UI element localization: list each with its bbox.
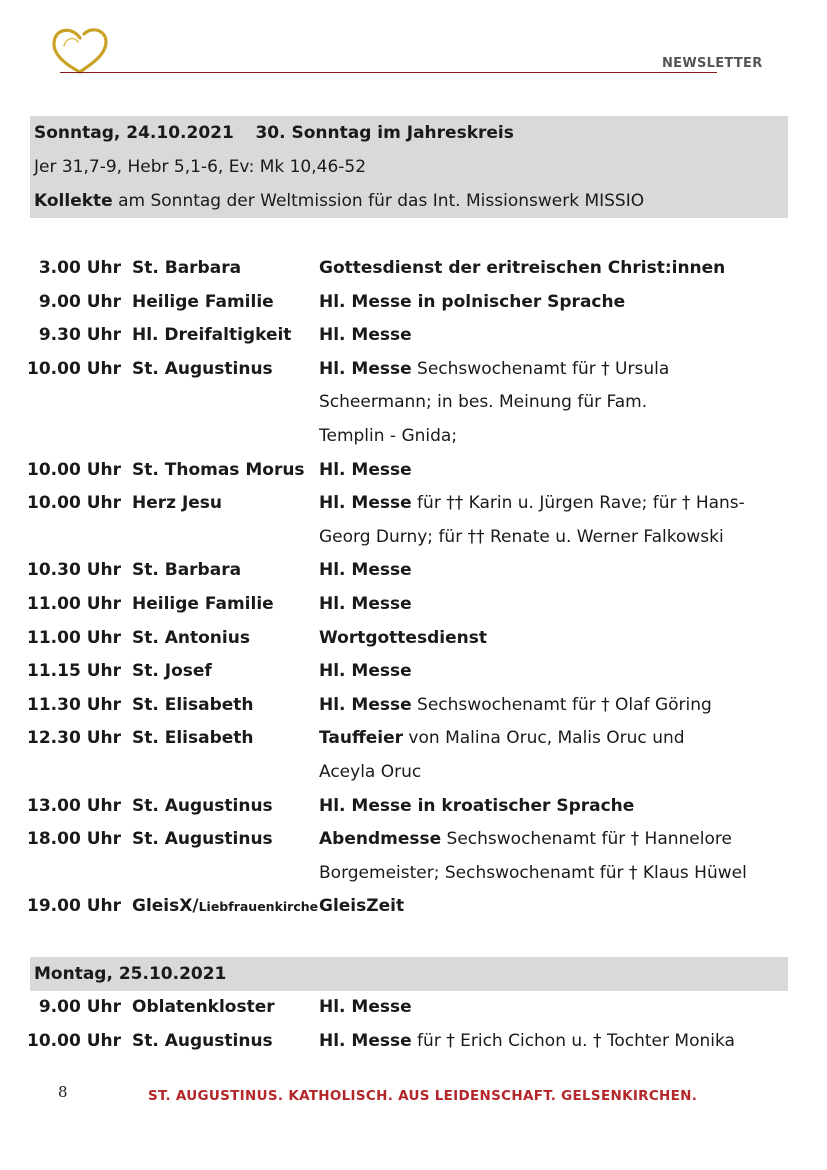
service-note: von Malina Oruc, Malis Oruc und Aceyla Oruc [319, 728, 685, 782]
service-title: Hl. Messe [319, 325, 412, 346]
service-time: 10.00 Uhr [27, 493, 121, 514]
service-description [319, 588, 764, 622]
service-time: 10.00 Uhr [27, 1030, 121, 1051]
service-title: GleisZeit [319, 896, 405, 917]
header-rule [60, 72, 717, 73]
sunday-collection [30, 184, 788, 218]
service-time: 19.00 Uhr [27, 896, 121, 917]
service-time: 11.30 Uhr [27, 694, 121, 715]
service-place: St. Barbara [132, 258, 242, 278]
service-place: Oblatenkloster [132, 997, 275, 1017]
service-place: St. Augustinus [132, 1030, 273, 1051]
service-note: Sechswochenamt für † Ursula Scheermann; in bes. Meinung für Fam. Templin - Gnida; [319, 358, 670, 446]
service-time: 9.00 Uhr [38, 291, 121, 312]
service-place: St. Josef [132, 661, 212, 682]
service-description [319, 823, 764, 890]
service-title: Wortgottesdienst [319, 627, 487, 648]
service-time: 18.00 Uhr [27, 829, 121, 850]
service-description [319, 554, 764, 588]
sunday-heading [30, 116, 788, 150]
place-small: Liebfrauenkirche [198, 899, 319, 915]
service-description [319, 1025, 764, 1059]
sunday-readings: Jer 31,7-9, Hebr 5,1-6, Ev: Mk 10,46-52 [34, 157, 367, 177]
collection-text: am Sonntag der Weltmission für das Int. Missionswerk MISSIO [112, 191, 645, 211]
service-place: Hl. Dreifaltigkeit [132, 325, 292, 346]
sunday-heading-box [30, 116, 788, 218]
service-place: St. Elisabeth [132, 728, 254, 749]
service-description [319, 319, 764, 353]
service-place: Heilige Familie [132, 291, 274, 312]
service-place: St. Elisabeth [132, 694, 254, 715]
service-time: 10.00 Uhr [27, 358, 121, 379]
service-time: 3.00 Uhr [38, 258, 121, 278]
service-description [319, 252, 764, 286]
newsletter-label: NEWSLETTER [662, 56, 763, 71]
service-time: 9.00 Uhr [38, 997, 121, 1017]
service-description [319, 722, 689, 789]
service-title: Hl. Messe in polnischer Sprache [319, 291, 626, 312]
service-title: Hl. Messe [319, 694, 412, 715]
service-note: für † Erich Cichon u. † Tochter Monika [411, 1030, 735, 1051]
service-time: 13.00 Uhr [27, 795, 121, 816]
monday-heading-box [30, 957, 788, 991]
page-number: 8 [58, 1083, 68, 1101]
service-description [319, 454, 764, 488]
service-place: Heilige Familie [132, 594, 274, 614]
footer-motto: ST. AUGUSTINUS. KATHOLISCH. AUS LEIDENSCHAFT. GELSENKIRCHEN. [148, 1088, 698, 1104]
service-place: St. Thomas Morus [132, 459, 305, 480]
service-place [132, 890, 318, 924]
service-place: St. Augustinus [132, 829, 273, 850]
service-description [319, 655, 764, 689]
monday-date: Montag, 25.10.2021 [34, 964, 227, 984]
service-time: 10.30 Uhr [27, 560, 121, 581]
service-title: Hl. Messe [319, 459, 412, 480]
service-description [319, 689, 764, 723]
service-note: für †† Karin u. Jürgen Rave; für † Hans-Georg Durny; für †† Renate u. Werner Falkowski [319, 493, 745, 547]
place-main: GleisX/ [132, 896, 199, 917]
service-title: Hl. Messe [319, 594, 412, 614]
service-title: Hl. Messe [319, 1030, 412, 1051]
service-time: 10.00 Uhr [27, 459, 121, 480]
service-title: Hl. Messe [319, 661, 412, 682]
sunday-date: Sonntag, 24.10.2021 [34, 123, 234, 143]
service-description [319, 487, 769, 554]
service-description [319, 890, 764, 924]
service-time: 11.00 Uhr [27, 594, 121, 614]
service-time: 11.00 Uhr [27, 627, 121, 648]
service-title: Abendmesse [319, 829, 442, 850]
service-place: St. Barbara [132, 560, 242, 581]
service-time: 11.15 Uhr [27, 661, 121, 682]
collection-label: Kollekte [34, 191, 113, 211]
service-title: Hl. Messe [319, 493, 412, 514]
service-time: 12.30 Uhr [27, 728, 121, 749]
service-description [319, 991, 764, 1025]
service-description [319, 286, 764, 320]
heart-logo-icon [50, 24, 112, 76]
service-description [319, 622, 764, 656]
monday-heading [30, 957, 788, 991]
service-title: Tauffeier [319, 728, 404, 749]
service-place: Herz Jesu [132, 493, 223, 514]
sunday-title: 30. Sonntag im Jahreskreis [255, 123, 514, 143]
service-place: St. Augustinus [132, 795, 273, 816]
service-description [319, 790, 764, 824]
service-title: Hl. Messe [319, 997, 412, 1017]
service-title: Gottesdienst der eritreischen Christ:innen [319, 258, 726, 278]
service-title: Hl. Messe [319, 560, 412, 581]
service-place: St. Antonius [132, 627, 250, 648]
service-title: Hl. Messe in kroatischer Sprache [319, 795, 635, 816]
service-place: St. Augustinus [132, 358, 273, 379]
service-time: 9.30 Uhr [38, 325, 121, 346]
service-note: Sechswochenamt für † Hannelore Borgemeister; Sechswochenamt für † Klaus Hüwel [319, 829, 747, 883]
service-note: Sechswochenamt für † Olaf Göring [411, 694, 712, 715]
service-description [319, 353, 689, 454]
service-title: Hl. Messe [319, 358, 412, 379]
